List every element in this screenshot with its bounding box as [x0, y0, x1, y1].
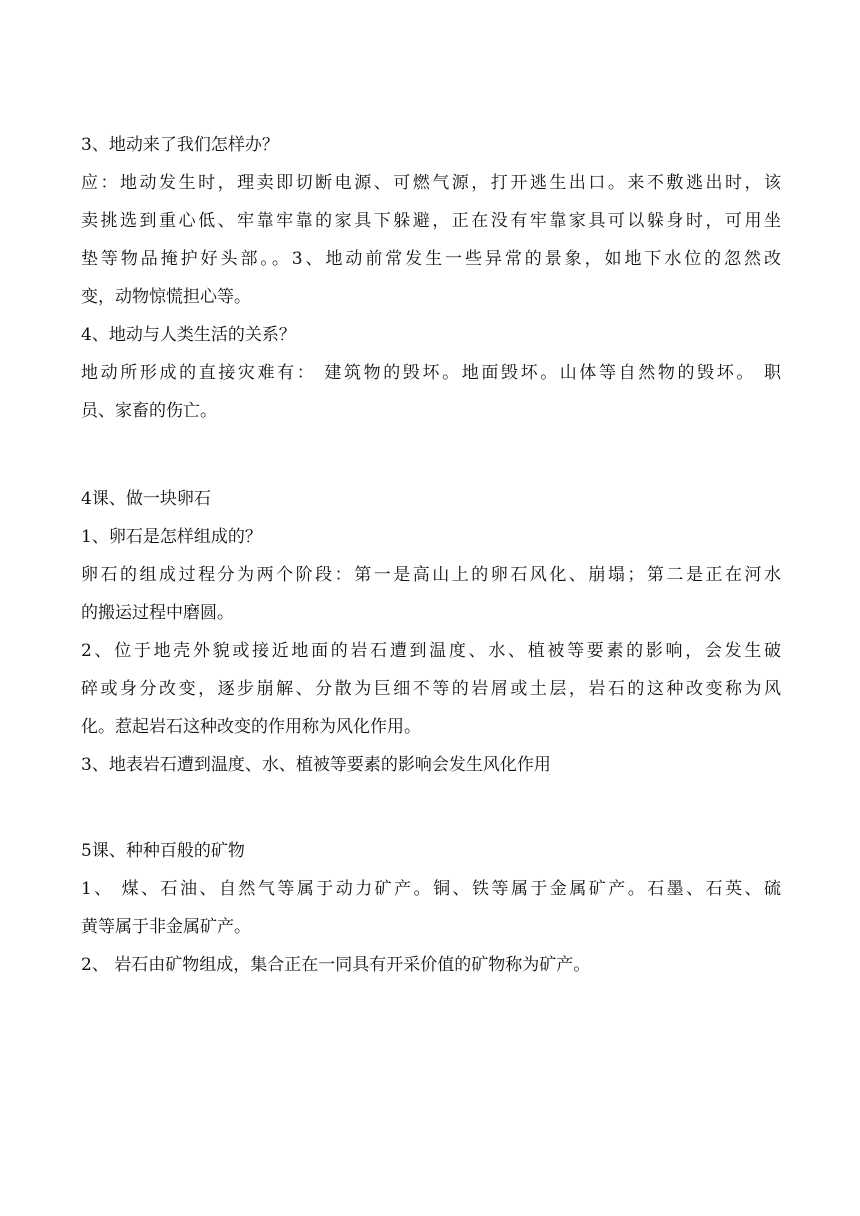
question-heading: 3、地动来了我们怎样办？	[81, 135, 279, 155]
paragraph-line: 黄等属于非金属矿产。	[81, 917, 251, 937]
paragraph-line: 垫等物品掩护好头部。。3、地动前常发生一些异常的景象，如地下水位的忽然改	[81, 249, 781, 269]
paragraph-line: 3、地表岩石遭到温度、水、植被等要素的影响会发生风化作用	[81, 755, 551, 775]
section-gap	[81, 430, 781, 480]
section-gap	[81, 784, 781, 832]
paragraph-line: 变，动物惊慌担心等。	[81, 287, 251, 307]
paragraph-line: 碎或身分改变，逐步崩解、分散为巨细不等的岩屑或土层，岩石的这种改变称为风	[81, 679, 781, 699]
section-pebble	[81, 480, 781, 784]
question-heading: 4、地动与人类生活的关系？	[81, 325, 296, 345]
section-minerals	[81, 832, 781, 984]
document-page	[81, 126, 781, 984]
paragraph-line: 应：地动发生时，理卖即切断电源、可燃气源，打开逃生出口。来不敷逃出时，该	[81, 173, 781, 193]
lesson-title: 4课、做一块卵石	[81, 489, 211, 509]
paragraph-line: 地动所形成的直接灾难有： 建筑物的毁坏。地面毁坏。山体等自然物的毁坏。 职	[81, 363, 781, 383]
paragraph-line: 2、位于地壳外貌或接近地面的岩石遭到温度、水、植被等要素的影响，会发生破	[81, 641, 781, 661]
section-earthquake	[81, 126, 781, 430]
question-heading: 1、卵石是怎样组成的？	[81, 527, 262, 547]
paragraph-line: 卵石的组成过程分为两个阶段：第一是高山上的卵石风化、崩塌；第二是正在河水	[81, 565, 781, 585]
paragraph-line: 的搬运过程中磨圆。	[81, 603, 234, 623]
paragraph-line: 2、 岩石由矿物组成，集合正在一同具有开采价值的矿物称为矿产。	[81, 955, 591, 975]
paragraph-line: 员、家畜的伤亡。	[81, 401, 217, 421]
paragraph-line: 化。惹起岩石这种改变的作用称为风化作用。	[81, 717, 421, 737]
lesson-title: 5课、种种百般的矿物	[81, 841, 245, 861]
paragraph-line: 1、 煤、石油、自然气等属于动力矿产。铜、铁等属于金属矿产。石墨、石英、硫	[81, 879, 781, 899]
paragraph-line: 卖挑选到重心低、牢靠牢靠的家具下躲避，正在没有牢靠家具可以躲身时，可用坐	[81, 211, 781, 231]
